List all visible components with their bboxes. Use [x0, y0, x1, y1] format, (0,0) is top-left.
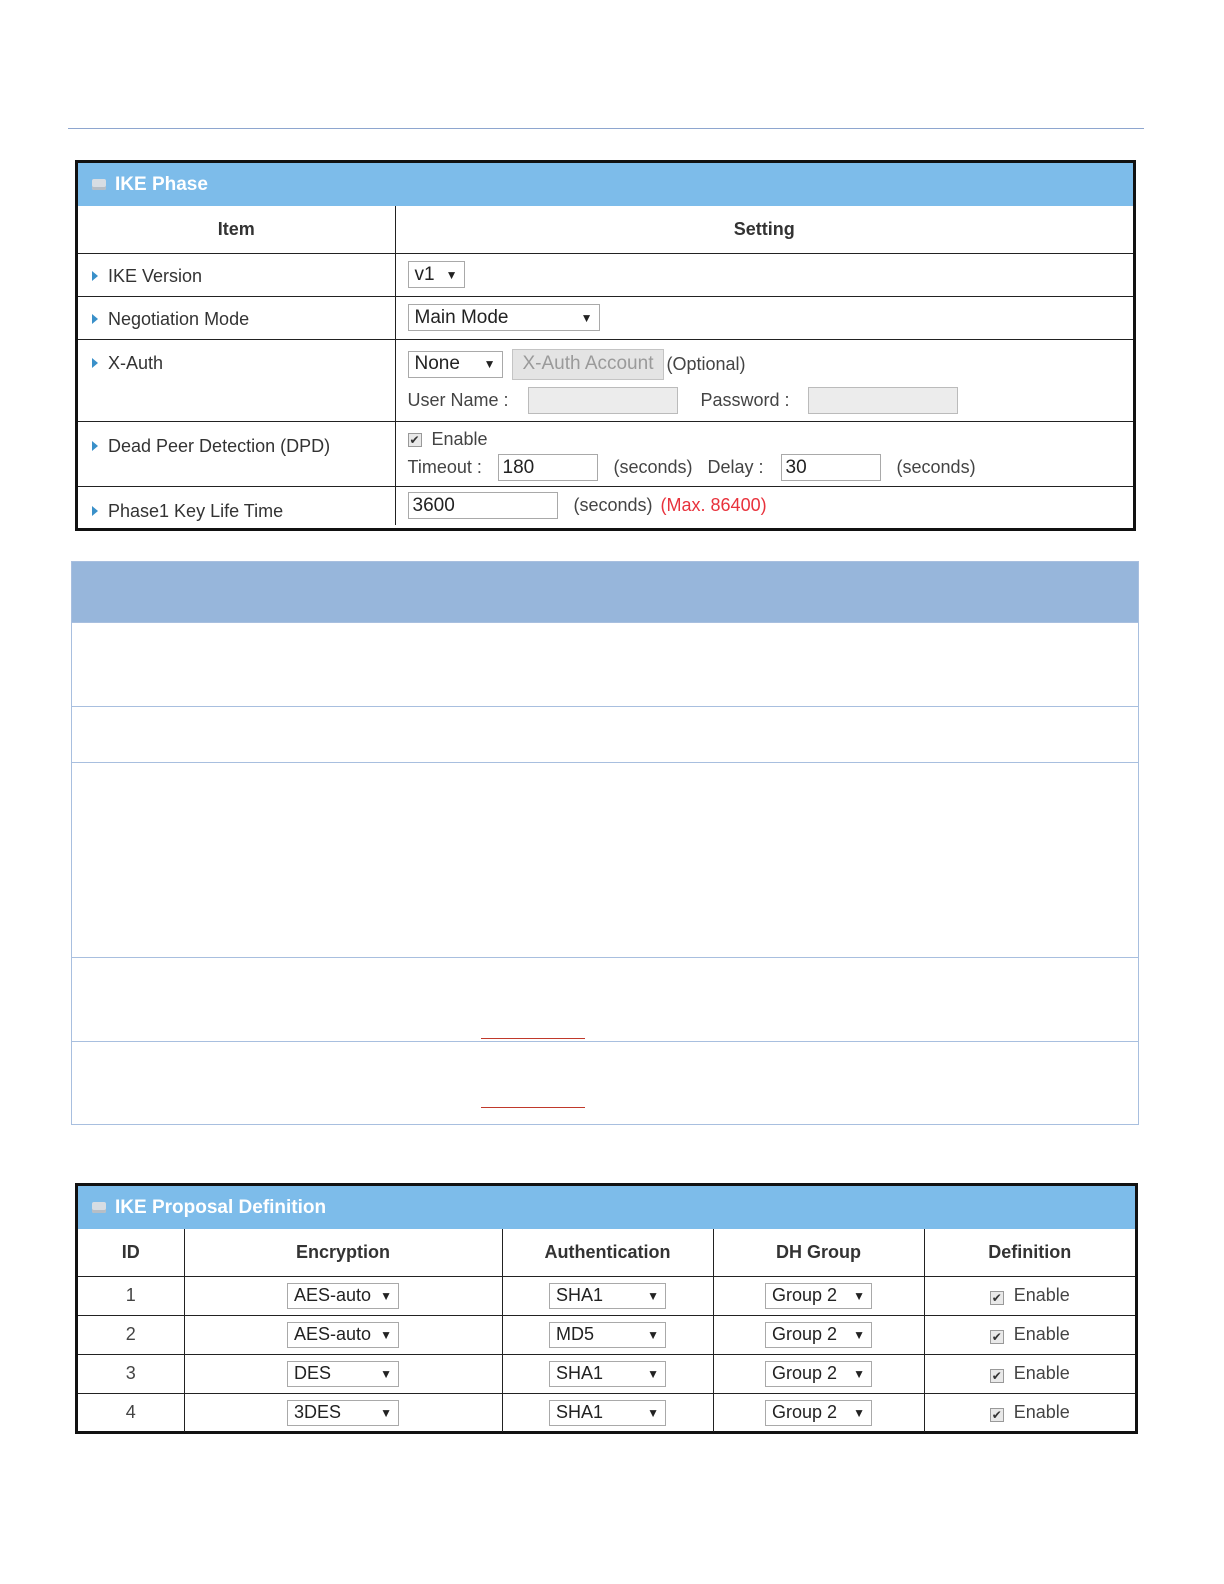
- definition-label: Enable: [1013, 1285, 1070, 1305]
- table-row: [78, 1354, 1135, 1393]
- delay-label: Delay :: [707, 457, 764, 477]
- top-rule: [68, 128, 1144, 129]
- username-input[interactable]: [528, 387, 678, 414]
- table-row: [78, 1315, 1135, 1354]
- key-life-seconds: (seconds): [573, 495, 653, 515]
- row-id: 3: [78, 1354, 184, 1393]
- col-encryption: Encryption: [184, 1229, 502, 1276]
- col-item: Item: [78, 206, 395, 253]
- definition-label: Enable: [1013, 1324, 1070, 1344]
- dh-group-select[interactable]: Group 2 ▼: [765, 1322, 872, 1348]
- description-header: [72, 562, 1138, 622]
- encryption-select[interactable]: 3DES ▼: [287, 1400, 399, 1426]
- password-input[interactable]: [808, 387, 958, 414]
- dh-group-select[interactable]: Group 2 ▼: [765, 1283, 872, 1309]
- definition-checkbox[interactable]: ✔: [991, 1330, 1002, 1344]
- dropdown-arrow-icon: ▼: [483, 357, 496, 371]
- row-id: 2: [78, 1315, 184, 1354]
- definition-checkbox[interactable]: ✔: [991, 1291, 1002, 1305]
- dropdown-arrow-icon: ▼: [853, 1405, 865, 1420]
- username-label: User Name :: [407, 389, 509, 410]
- col-setting: Setting: [395, 206, 1133, 253]
- dh-group-select[interactable]: Group 2 ▼: [765, 1361, 872, 1387]
- ike-proposal-header: [78, 1186, 1135, 1229]
- dropdown-arrow-icon: ▼: [580, 310, 593, 325]
- ike-phase-header: [78, 163, 1133, 206]
- link-underline: [481, 1107, 585, 1108]
- dropdown-arrow-icon: ▼: [853, 1366, 865, 1381]
- authentication-select[interactable]: MD5 ▼: [549, 1322, 666, 1348]
- ike-version-setting: [395, 253, 1133, 296]
- dpd-enable-checkbox[interactable]: ✔: [409, 432, 420, 447]
- description-row: [72, 706, 1138, 762]
- definition-checkbox[interactable]: ✔: [991, 1408, 1002, 1423]
- ike-proposal-title: IKE Proposal Definition: [115, 1196, 327, 1218]
- delay-input[interactable]: 30: [781, 454, 881, 481]
- ike-phase-title: IKE Phase: [115, 173, 208, 195]
- key-life-setting: [395, 486, 1133, 525]
- xauth-label: X-Auth: [78, 339, 395, 421]
- timeout-seconds: (seconds): [613, 457, 693, 477]
- col-id: ID: [78, 1229, 184, 1276]
- table-row: [78, 1393, 1135, 1432]
- arrow-icon: [92, 506, 98, 516]
- timeout-input[interactable]: 180: [498, 454, 598, 481]
- arrow-icon: [92, 441, 98, 451]
- authentication-select[interactable]: SHA1 ▼: [549, 1400, 666, 1426]
- encryption-select[interactable]: DES ▼: [287, 1361, 399, 1387]
- dropdown-arrow-icon: ▼: [380, 1327, 392, 1342]
- col-definition: Definition: [924, 1229, 1135, 1276]
- dropdown-arrow-icon: ▼: [647, 1405, 659, 1420]
- negotiation-mode-setting: [395, 296, 1133, 339]
- dpd-enable-label: Enable: [431, 429, 488, 449]
- row-id: 4: [78, 1393, 184, 1432]
- table-row: [78, 1276, 1135, 1315]
- negotiation-mode-label: Negotiation Mode: [78, 296, 395, 339]
- ike-version-label: IKE Version: [78, 253, 395, 296]
- xauth-optional: (Optional): [666, 353, 746, 374]
- authentication-select[interactable]: SHA1 ▼: [549, 1283, 666, 1309]
- ike-version-select[interactable]: v1 ▼: [408, 261, 465, 288]
- ike-phase-panel: [75, 160, 1136, 531]
- dropdown-arrow-icon: ▼: [380, 1405, 392, 1420]
- ike-proposal-panel: [75, 1183, 1138, 1434]
- arrow-icon: [92, 358, 98, 368]
- col-dh-group: DH Group: [713, 1229, 924, 1276]
- arrow-icon: [92, 271, 98, 281]
- description-row: [72, 1041, 1138, 1124]
- definition-label: Enable: [1013, 1363, 1070, 1383]
- delay-seconds: (seconds): [896, 457, 976, 477]
- description-row: [72, 957, 1138, 1041]
- encryption-select[interactable]: AES-auto ▼: [287, 1322, 399, 1348]
- dropdown-arrow-icon: ▼: [647, 1288, 659, 1303]
- dropdown-arrow-icon: ▼: [380, 1288, 392, 1303]
- dpd-label: Dead Peer Detection (DPD): [78, 421, 395, 486]
- description-table: [71, 561, 1139, 1125]
- key-life-max: (Max. 86400): [660, 495, 767, 515]
- authentication-select[interactable]: SHA1 ▼: [549, 1361, 666, 1387]
- col-authentication: Authentication: [502, 1229, 713, 1276]
- key-life-label: Phase1 Key Life Time: [78, 486, 395, 525]
- link-underline: [481, 1038, 585, 1039]
- description-row: [72, 622, 1138, 706]
- negotiation-mode-select[interactable]: Main Mode ▼: [408, 304, 600, 331]
- dh-group-select[interactable]: Group 2 ▼: [765, 1400, 872, 1426]
- xauth-select[interactable]: None ▼: [408, 351, 503, 378]
- xauth-setting: [395, 339, 1133, 421]
- definition-checkbox[interactable]: ✔: [991, 1369, 1002, 1383]
- encryption-select[interactable]: AES-auto ▼: [287, 1283, 399, 1309]
- row-id: 1: [78, 1276, 184, 1315]
- arrow-icon: [92, 314, 98, 324]
- key-life-input[interactable]: 3600: [408, 492, 558, 519]
- dropdown-arrow-icon: ▼: [853, 1327, 865, 1342]
- dropdown-arrow-icon: ▼: [647, 1327, 659, 1342]
- dpd-setting: [395, 421, 1133, 486]
- password-label: Password :: [700, 389, 790, 410]
- panel-icon: [92, 179, 106, 190]
- dropdown-arrow-icon: ▼: [647, 1366, 659, 1381]
- description-row: [72, 762, 1138, 957]
- definition-label: Enable: [1013, 1402, 1070, 1423]
- panel-icon: [92, 1202, 106, 1213]
- xauth-account-button[interactable]: X-Auth Account: [512, 349, 665, 380]
- dropdown-arrow-icon: ▼: [380, 1366, 392, 1381]
- timeout-label: Timeout :: [407, 457, 482, 477]
- dropdown-arrow-icon: ▼: [853, 1288, 865, 1303]
- dropdown-arrow-icon: ▼: [445, 267, 458, 282]
